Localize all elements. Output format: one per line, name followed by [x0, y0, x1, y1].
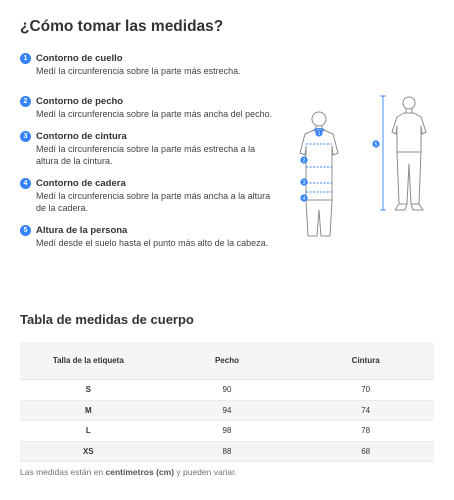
- step-description: Medí desde el suelo hasta el punto más alto de la cabeza.: [36, 238, 269, 248]
- chest-cell: 98: [157, 421, 298, 442]
- size-cell: M: [20, 400, 157, 421]
- size-cell: L: [20, 421, 157, 442]
- measurement-steps: [20, 48, 280, 250]
- svg-text:1: 1: [317, 131, 321, 137]
- step-chest: [20, 95, 280, 121]
- chest-cell: 88: [157, 441, 298, 462]
- step-description: Medí la circunferencia sobre la parte más ancha del pecho.: [36, 108, 273, 119]
- step-number-badge: 3: [20, 131, 31, 142]
- step-hip: [20, 177, 280, 214]
- body-measurement-figure: [296, 88, 444, 240]
- size-cell: S: [20, 380, 157, 401]
- step-description: Medí la circunferencia sobre la parte más estrecha.: [36, 66, 241, 76]
- step-number-badge: 1: [20, 53, 31, 64]
- step-description: Medí la circunferencia sobre la parte más estrecha a la altura de la cintura.: [36, 144, 256, 166]
- chest-cell: 94: [157, 400, 298, 421]
- step-title: Contorno de pecho: [36, 95, 124, 107]
- svg-text:5: 5: [374, 142, 378, 148]
- step-title: Contorno de cadera: [36, 178, 126, 189]
- step-height: [20, 224, 280, 250]
- table-header-row: [20, 342, 434, 380]
- step-description: Medí la circunferencia sobre la parte más ancha a la altura de la cadera.: [36, 191, 271, 213]
- table-title: Tabla de medidas de cuerpo: [20, 312, 194, 327]
- svg-text:3: 3: [302, 180, 306, 186]
- waist-cell: 70: [297, 380, 434, 401]
- svg-text:4: 4: [302, 196, 306, 202]
- step-title: Contorno de cuello: [36, 53, 123, 64]
- chest-cell: 90: [157, 380, 298, 401]
- waist-cell: 68: [297, 441, 434, 462]
- size-table: [20, 342, 434, 462]
- column-header-chest: Pecho: [157, 342, 298, 380]
- step-title: Altura de la persona: [36, 225, 128, 236]
- waist-cell: 74: [297, 400, 434, 421]
- figure-markers: [300, 129, 379, 202]
- footnote-suffix: y pueden variar.: [174, 467, 237, 477]
- step-neck: [20, 52, 280, 78]
- step-number-badge: 5: [20, 225, 31, 236]
- table-row: [20, 421, 434, 442]
- footnote-prefix: Las medidas están en: [20, 467, 106, 477]
- column-header-size: Talla de la etiqueta: [20, 342, 157, 380]
- column-header-waist: Cintura: [297, 342, 434, 380]
- table-row: [20, 380, 434, 401]
- svg-text:2: 2: [302, 158, 306, 164]
- table-row: [20, 400, 434, 421]
- waist-cell: 78: [297, 421, 434, 442]
- footnote-unit: centímetros (cm): [105, 467, 175, 477]
- step-title: Contorno de cintura: [36, 131, 127, 142]
- step-number-badge: 4: [20, 178, 31, 189]
- page-title: ¿Cómo tomar las medidas?: [20, 18, 224, 35]
- units-footnote: [20, 467, 237, 477]
- table-row: [20, 441, 434, 462]
- size-cell: XS: [20, 441, 157, 462]
- step-waist: [20, 130, 280, 167]
- step-number-badge: 2: [20, 96, 31, 107]
